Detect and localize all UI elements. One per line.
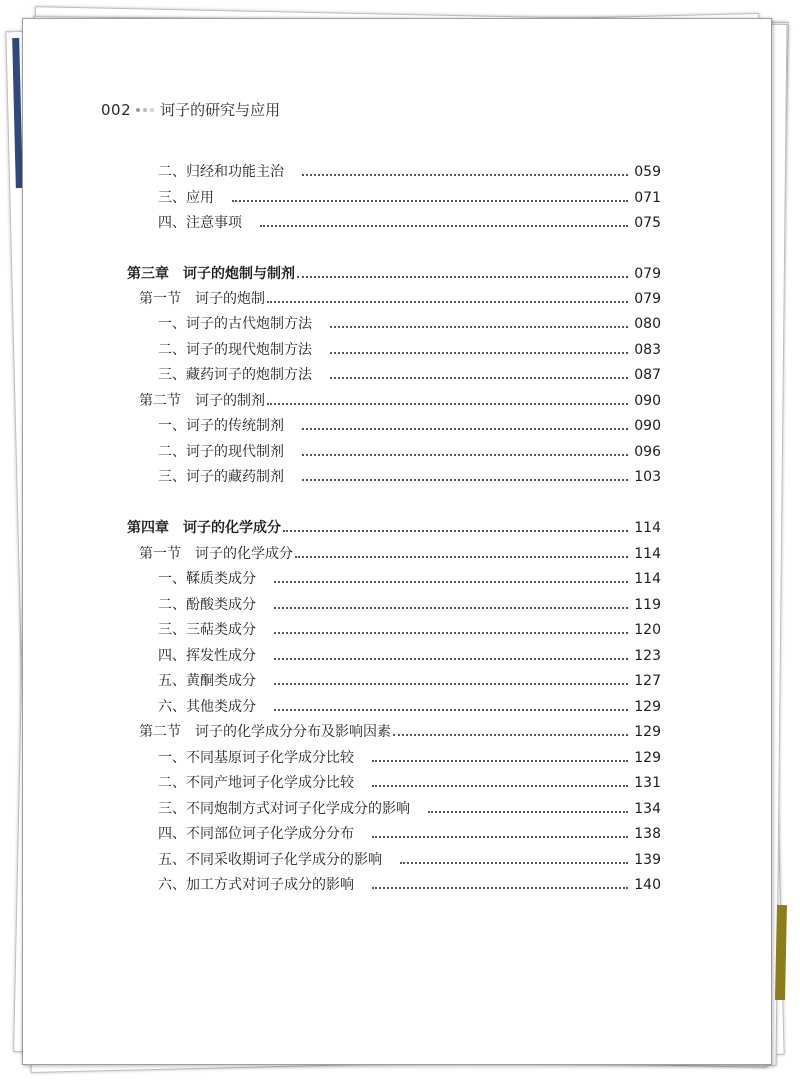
dot-leader xyxy=(297,276,628,278)
toc-section-title: 第一节 诃子的炮制 xyxy=(139,291,265,307)
toc-entry[interactable] xyxy=(158,796,661,818)
toc-entry-page: 059 xyxy=(634,164,661,180)
toc-entry-page: 114 xyxy=(634,546,661,562)
dot-leader xyxy=(274,658,628,660)
running-head xyxy=(101,99,280,120)
toc-entry-page: 120 xyxy=(634,622,661,638)
dot-leader xyxy=(302,479,628,481)
toc-entry[interactable] xyxy=(158,821,661,843)
toc-entry-page: 075 xyxy=(634,215,661,231)
toc-entry-page: 090 xyxy=(634,393,661,409)
toc-chapter-title: 第三章 诃子的炮制与制剂 xyxy=(127,266,295,282)
dot-leader xyxy=(260,225,628,227)
toc-entry[interactable] xyxy=(158,311,661,333)
dot-leader xyxy=(372,887,628,889)
toc-entry-page: 090 xyxy=(634,418,661,434)
toc-entry-title: 三、三萜类成分 xyxy=(158,622,256,638)
toc-entry-title: 五、不同采收期诃子化学成分的影响 xyxy=(158,852,382,868)
toc-entry-title: 二、不同产地诃子化学成分比较 xyxy=(158,775,354,791)
toc-entry[interactable] xyxy=(158,643,661,665)
toc-entry[interactable] xyxy=(158,847,661,869)
toc-entry-title: 三、不同炮制方式对诃子化学成分的影响 xyxy=(158,801,410,817)
toc-entry[interactable] xyxy=(158,413,661,435)
dot-leader xyxy=(393,734,628,736)
toc-chapter[interactable] xyxy=(127,261,661,283)
toc-entry[interactable] xyxy=(158,439,661,461)
toc-page xyxy=(22,18,772,1065)
toc-entry[interactable] xyxy=(158,566,661,588)
toc-entry-page: 123 xyxy=(634,648,661,664)
toc-chapter[interactable] xyxy=(127,515,661,537)
toc-entry-title: 三、藏药诃子的炮制方法 xyxy=(158,367,312,383)
toc-section[interactable] xyxy=(139,286,661,308)
dot-leader xyxy=(274,632,628,634)
toc-entry-title: 一、诃子的传统制剂 xyxy=(158,418,284,434)
toc-entry[interactable] xyxy=(158,159,661,181)
dot-leader xyxy=(372,785,628,787)
dot-leader xyxy=(232,200,628,202)
toc-entry-title: 二、诃子的现代制剂 xyxy=(158,444,284,460)
toc-entry[interactable] xyxy=(158,185,661,207)
dot-leader xyxy=(267,403,628,405)
toc-entry-title: 五、黄酮类成分 xyxy=(158,673,256,689)
toc-entry-page: 079 xyxy=(634,291,661,307)
toc-entry-page: 119 xyxy=(634,597,661,613)
dot-leader xyxy=(302,174,628,176)
dot-leader xyxy=(330,377,628,379)
toc-entry-page: 103 xyxy=(634,469,661,485)
toc-entry-page: 096 xyxy=(634,444,661,460)
toc-entry-page: 129 xyxy=(634,750,661,766)
cover-edge-olive xyxy=(775,905,787,1000)
toc-entry-title: 三、应用 xyxy=(158,190,214,206)
dot-leader xyxy=(428,811,628,813)
toc-entry-page: 131 xyxy=(634,775,661,791)
toc-entry-title: 二、诃子的现代炮制方法 xyxy=(158,342,312,358)
dot-leader xyxy=(330,326,628,328)
toc-entry[interactable] xyxy=(158,694,661,716)
toc-entry-page: 139 xyxy=(634,852,661,868)
dot-leader xyxy=(372,836,628,838)
toc-entry-page: 129 xyxy=(634,724,661,740)
dot-leader xyxy=(283,530,628,532)
toc-section[interactable] xyxy=(139,719,661,741)
toc-entry-page: 129 xyxy=(634,699,661,715)
dot-leader xyxy=(330,352,628,354)
toc-entry[interactable] xyxy=(158,592,661,614)
toc-entry[interactable] xyxy=(158,464,661,486)
dot-leader xyxy=(400,862,628,864)
toc-entry-title: 三、诃子的藏药制剂 xyxy=(158,469,284,485)
toc-section[interactable] xyxy=(139,541,661,563)
toc-chapter-title: 第四章 诃子的化学成分 xyxy=(127,520,281,536)
toc-entry[interactable] xyxy=(158,770,661,792)
toc-entry-page: 071 xyxy=(634,190,661,206)
dot-leader xyxy=(274,683,628,685)
toc-entry-page: 080 xyxy=(634,316,661,332)
toc-entry-title: 二、归经和功能主治 xyxy=(158,164,284,180)
toc-entry-title: 四、注意事项 xyxy=(158,215,242,231)
dot-leader xyxy=(295,556,628,558)
toc-section-title: 第一节 诃子的化学成分 xyxy=(139,546,293,562)
toc-entry[interactable] xyxy=(158,872,661,894)
toc-entry-title: 六、加工方式对诃子成分的影响 xyxy=(158,877,354,893)
toc-entry[interactable] xyxy=(158,362,661,384)
toc-section-title: 第二节 诃子的制剂 xyxy=(139,393,265,409)
dot-leader xyxy=(274,581,628,583)
toc-entry[interactable] xyxy=(158,617,661,639)
toc-entry-page: 083 xyxy=(634,342,661,358)
toc-entry-page: 134 xyxy=(634,801,661,817)
toc-section[interactable] xyxy=(139,388,661,410)
page-number: 002 xyxy=(101,100,132,119)
toc-entry-page: 114 xyxy=(634,571,661,587)
toc-entry-title: 四、挥发性成分 xyxy=(158,648,256,664)
toc-entry-title: 二、酚酸类成分 xyxy=(158,597,256,613)
toc-section-title: 第二节 诃子的化学成分分布及影响因素 xyxy=(139,724,391,740)
toc-entry-page: 127 xyxy=(634,673,661,689)
dot-leader xyxy=(302,428,628,430)
toc-entry[interactable] xyxy=(158,210,661,232)
toc-entry-title: 四、不同部位诃子化学成分分布 xyxy=(158,826,354,842)
toc-entry-title: 一、不同基原诃子化学成分比较 xyxy=(158,750,354,766)
toc-entry[interactable] xyxy=(158,745,661,767)
dot-leader xyxy=(267,301,628,303)
toc-entry-title: 一、鞣质类成分 xyxy=(158,571,256,587)
toc-entry-title: 六、其他类成分 xyxy=(158,699,256,715)
toc-entry-page: 140 xyxy=(634,877,661,893)
toc-entry-page: 087 xyxy=(634,367,661,383)
toc-entry-page: 114 xyxy=(634,520,661,536)
dot-leader xyxy=(274,607,628,609)
toc-entry[interactable] xyxy=(158,337,661,359)
dot-leader xyxy=(302,454,628,456)
toc-entry-page: 079 xyxy=(634,266,661,282)
dot-leader xyxy=(274,709,628,711)
toc-entry[interactable] xyxy=(158,668,661,690)
toc-entry-page: 138 xyxy=(634,826,661,842)
toc-entry-title: 一、诃子的古代炮制方法 xyxy=(158,316,312,332)
book-title: 诃子的研究与应用 xyxy=(160,101,281,119)
ornament-dots-icon xyxy=(136,108,154,112)
dot-leader xyxy=(372,760,628,762)
